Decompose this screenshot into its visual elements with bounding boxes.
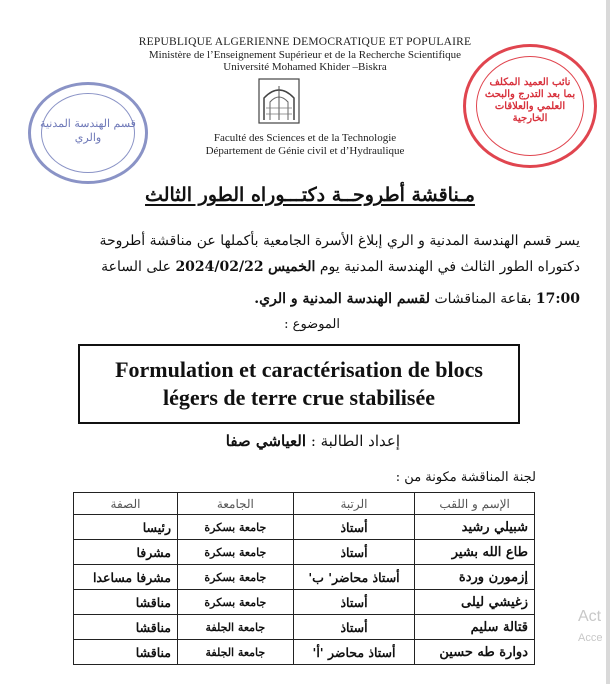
student-name: العياشي صفا	[225, 432, 307, 450]
announcement-title: مـناقشة أطروحــة دكتـــوراه الطور الثالث	[145, 184, 475, 206]
thesis-title-box	[78, 344, 520, 424]
table-row: إزمورن وردة أستاذ محاضر' ب' جامعة بسكرة مشرفا مساعدا	[74, 565, 535, 590]
table-row: دوارة طه حسين أستاذ محاضر 'أ' جامعة الجلفة مناقشا	[74, 640, 535, 665]
jury-table-header	[74, 493, 535, 515]
vice-dean-stamp-text: نائب العميد المكلف بما بعد التدرج والبحث العلمي والعلاقات الخارجية	[484, 77, 576, 124]
student-line	[180, 432, 400, 450]
vice-dean-stamp	[463, 44, 597, 168]
subject-label: الموضوع :	[284, 317, 340, 332]
table-row: قتالة سليم أستاذ جامعة الجلفة مناقشا	[74, 615, 535, 640]
header-role: الصفة	[74, 493, 178, 515]
watermark-line-2: Acce	[578, 632, 603, 644]
header-rank: الرتبة	[293, 493, 415, 515]
announcement-line-1: يسر قسم الهندسة المدنية و الري إبلاغ الأسرة الجامعية بأكملها عن مناقشة أطروحة	[99, 233, 580, 249]
university-logo	[256, 76, 302, 126]
watermark-line-1: Act	[578, 608, 602, 625]
table-row: شبيلي رشيد أستاذ جامعة بسكرة رئيسا	[74, 515, 535, 540]
table-row: زغيشي ليلى أستاذ جامعة بسكرة مناقشا	[74, 590, 535, 615]
thesis-title-line-2: légers de terre crue stabilisée	[162, 385, 436, 410]
institution-header	[125, 36, 485, 74]
header-university: الجامعة	[177, 493, 293, 515]
defense-day: الخميس	[268, 259, 316, 275]
announcement-line-3: 17:00 بقاعة المناقشات لقسم الهندسة المدنية و الري.	[254, 291, 580, 307]
university-line: Université Mohamed Khider –Biskra	[223, 61, 387, 73]
table-row: طاع الله بشير أستاذ جامعة بسكرة مشرفا	[74, 540, 535, 565]
faculty-header	[125, 132, 485, 157]
department-line: Département de Génie civil et d’Hydraulique	[205, 144, 405, 157]
page-edge	[606, 0, 610, 684]
announcement-line-2: دكتوراه الطور الثالث في الهندسة المدنية يوم الخميس 2024/02/22 على الساعة	[101, 259, 580, 275]
defense-time: 17:00	[535, 291, 580, 307]
faculty-line: Faculté des Sciences et de la Technologie	[213, 132, 397, 144]
republic-line: REPUBLIQUE ALGERIENNE DEMOCRATIQUE ET POPULAIRE	[138, 36, 472, 48]
jury-table	[73, 492, 535, 665]
ministry-line: Ministère de l’Enseignement Supérieur et de la Recherche Scientifique	[148, 48, 462, 61]
thesis-title-line-1: Formulation et caractérisation de blocs	[115, 357, 483, 382]
student-label: إعداد الطالبة :	[310, 432, 400, 450]
header-name: الإسم و اللقب	[415, 493, 535, 515]
jury-label: لجنة المناقشة مكونة من :	[395, 470, 536, 485]
department-stamp-text: قسم الهندسة المدنية والري	[40, 117, 136, 144]
department-stamp	[28, 82, 148, 184]
defense-place: لقسم الهندسة المدنية و الري.	[254, 291, 431, 307]
defense-date: 2024/02/22	[175, 259, 264, 275]
